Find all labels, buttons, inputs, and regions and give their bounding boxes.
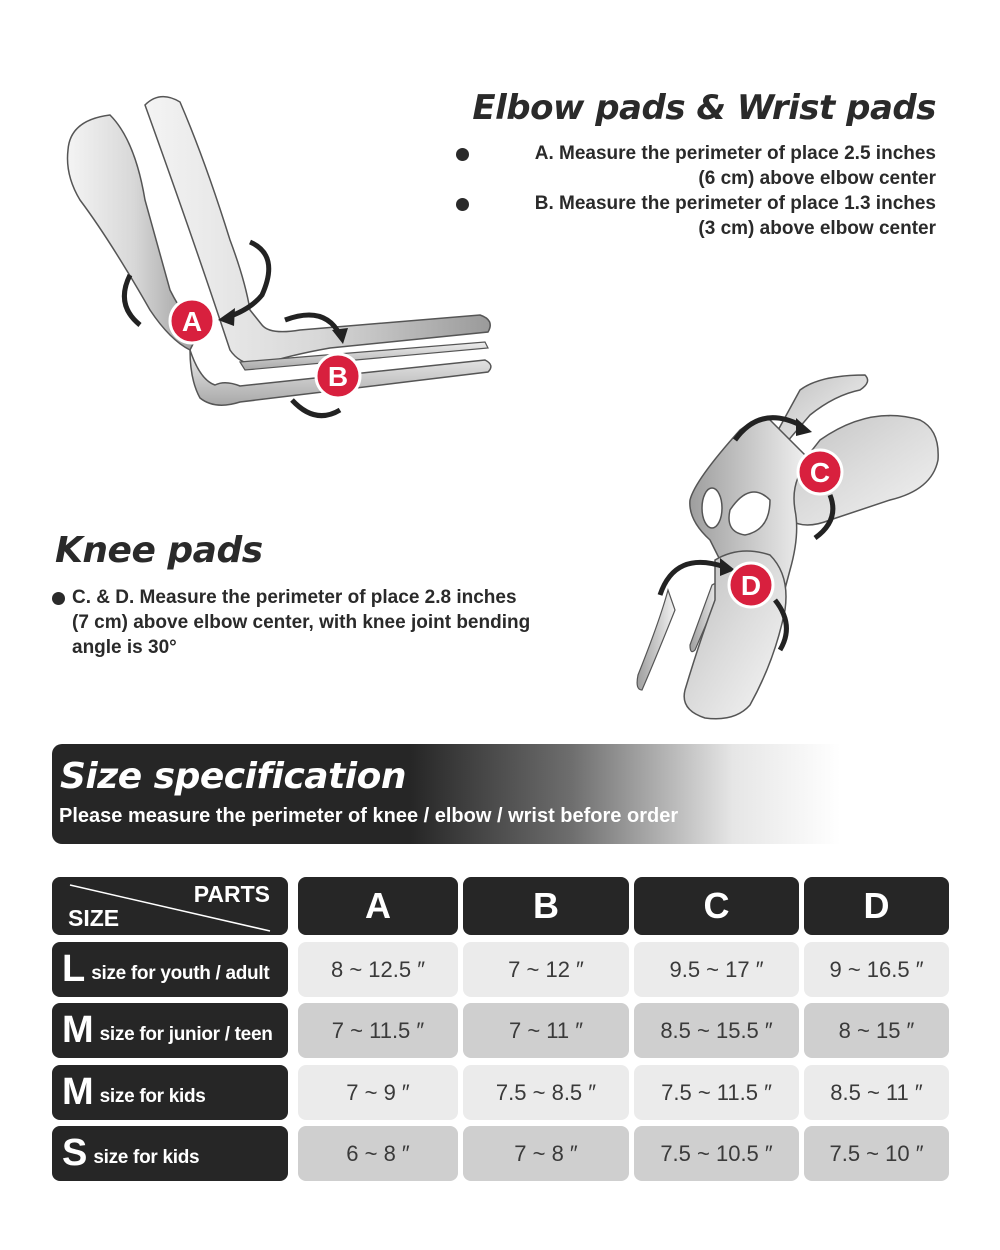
marker-b-label: B — [327, 361, 349, 392]
bullet-dot — [456, 198, 469, 211]
elbow-section-title: Elbow pads & Wrist pads — [472, 88, 936, 128]
instruction-a-line2: (6 cm) above elbow center — [698, 168, 936, 189]
size-description: size for kids — [99, 1085, 206, 1107]
instruction-b-line2: (3 cm) above elbow center — [698, 218, 936, 239]
marker-b — [316, 354, 360, 398]
elbow-instructions — [456, 141, 936, 241]
instruction-b-line1: B. Measure the perimeter of place 1.3 inches — [534, 193, 936, 214]
knee-instructions — [52, 585, 592, 660]
size-description: size for kids — [93, 1146, 200, 1168]
knee-section-title: Knee pads — [55, 530, 263, 571]
table-cell: 8 ~ 15 ″ — [804, 1003, 949, 1058]
size-spec-subtitle: Please measure the perimeter of knee / elbow / wrist before order — [59, 805, 679, 827]
marker-c — [798, 450, 842, 494]
size-description: size for junior / teen — [99, 1023, 273, 1045]
elbow-instruction-b — [456, 191, 936, 241]
table-cell: 7 ~ 11.5 ″ — [298, 1003, 458, 1058]
size-spec-banner — [52, 744, 948, 844]
table-cell: 7.5 ~ 10.5 ″ — [634, 1126, 799, 1181]
rotation-arrow-b2 — [292, 400, 340, 416]
table-cell: 7 ~ 11 ″ — [463, 1003, 629, 1058]
marker-a-label: A — [181, 306, 203, 337]
table-cell: 7 ~ 8 ″ — [463, 1126, 629, 1181]
instruction-cd-line2: (7 cm) above elbow center, with knee joint bending — [72, 612, 531, 633]
instruction-cd-line3: angle is 30° — [72, 637, 177, 658]
table-cell: 7 ~ 9 ″ — [298, 1065, 458, 1120]
size-letter: M — [62, 1009, 94, 1051]
table-cell: 6 ~ 8 ″ — [298, 1126, 458, 1181]
table-cell: 7.5 ~ 8.5 ″ — [463, 1065, 629, 1120]
table-cell: 8.5 ~ 11 ″ — [804, 1065, 949, 1120]
bullet-dot — [52, 592, 65, 605]
column-header-b: B — [463, 877, 629, 935]
table-corner-header — [52, 877, 288, 935]
column-header-c: C — [634, 877, 799, 935]
size-letter: S — [62, 1132, 88, 1174]
table-row-label — [52, 1003, 288, 1058]
table-cell: 7 ~ 12 ″ — [463, 942, 629, 997]
knee-instruction-cd — [52, 585, 592, 660]
size-description: size for youth / adult — [91, 962, 270, 984]
marker-a — [170, 299, 214, 343]
size-spec-title: Size specification — [60, 756, 407, 797]
marker-d-label: D — [740, 570, 762, 601]
table-row-label — [52, 942, 288, 997]
size-table — [52, 877, 950, 1182]
table-cell: 8 ~ 12.5 ″ — [298, 942, 458, 997]
table-row-label — [52, 1126, 288, 1181]
elbow-instruction-a — [456, 141, 936, 191]
instruction-cd-line1: C. & D. Measure the perimeter of place 2.8 inches — [72, 587, 517, 608]
table-cell: 7.5 ~ 10 ″ — [804, 1126, 949, 1181]
size-letter: L — [62, 948, 86, 990]
elbow-illustration — [40, 80, 510, 440]
table-row-label — [52, 1065, 288, 1120]
marker-d — [729, 563, 773, 607]
table-cell: 9.5 ~ 17 ″ — [634, 942, 799, 997]
knee-illustration — [620, 360, 960, 740]
instruction-a-line1: A. Measure the perimeter of place 2.5 inches — [534, 143, 936, 164]
column-header-d: D — [804, 877, 949, 935]
marker-c-label: C — [809, 457, 831, 488]
column-header-a: A — [298, 877, 458, 935]
size-letter: M — [62, 1071, 94, 1113]
table-cell: 9 ~ 16.5 ″ — [804, 942, 949, 997]
bullet-dot — [456, 148, 469, 161]
corner-size-label: SIZE — [68, 905, 120, 931]
patella-hole — [702, 488, 722, 528]
table-cell: 8.5 ~ 15.5 ″ — [634, 1003, 799, 1058]
table-cell: 7.5 ~ 11.5 ″ — [634, 1065, 799, 1120]
corner-parts-label: PARTS — [193, 881, 270, 907]
fibula-bone — [637, 590, 675, 690]
